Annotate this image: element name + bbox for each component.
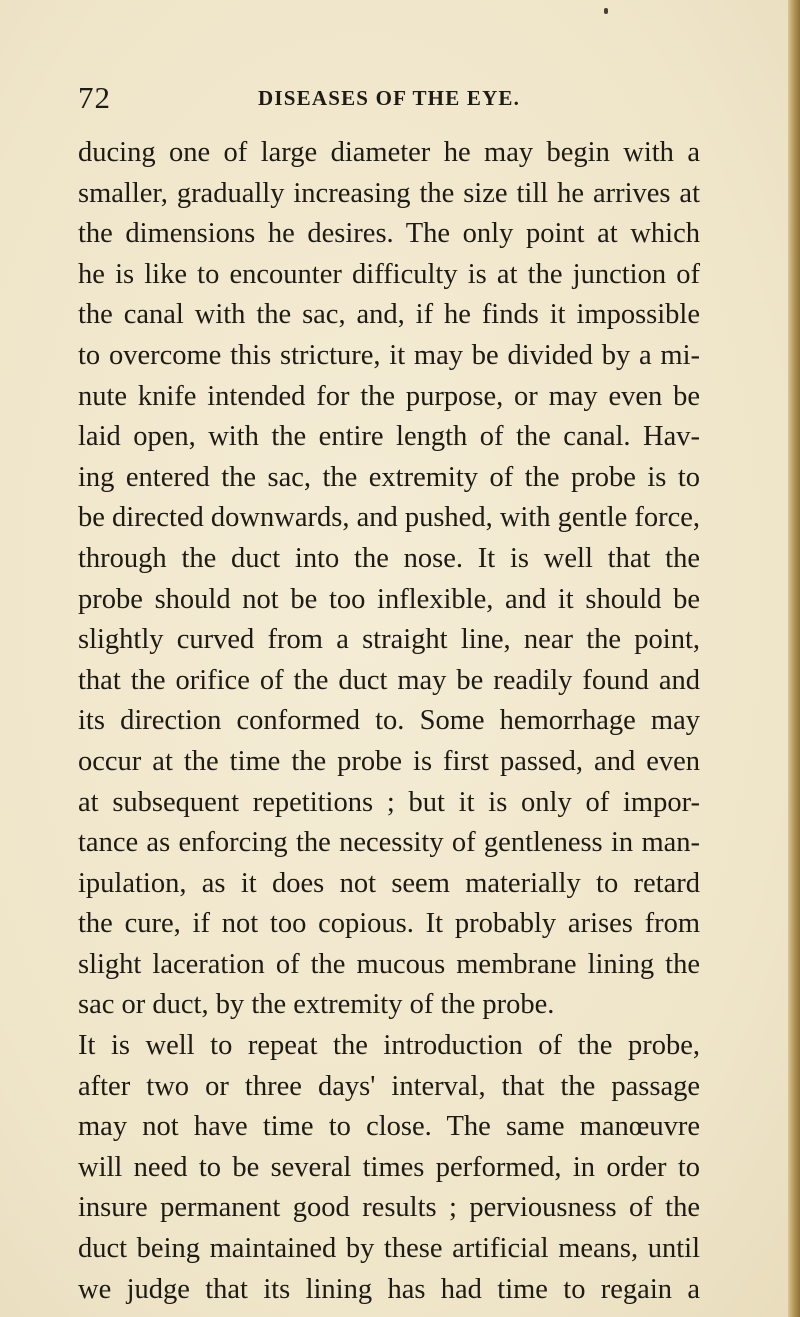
text-line: the dimensions he desires. The only point at which [78,218,700,250]
paragraph-end-line: sac or duct, by the extremity of the probe. [78,989,555,1021]
text-line: slightly curved from a straight line, near the point, [78,624,700,656]
text-line: insure permanent good results ; perviousness of the [78,1192,700,1224]
running-title: DISEASES OF THE EYE. [258,86,521,110]
ink-speck [604,8,608,14]
text-line: after two or three days' interval, that the passage [78,1070,700,1102]
text-line: the cure, if not too copious. It probably arises from [78,908,700,940]
text-line: slight laceration of the mucous membrane lining the [78,948,700,980]
text-line: ipulation, as it does not seem materially to retard [78,867,700,899]
page-number: 72 [78,80,111,115]
text-line: to overcome this stricture, it may be divided by a mi- [78,339,700,371]
text-line: the canal with the sac, and, if he finds it impossible [78,299,700,331]
text-line: be directed downwards, and pushed, with gentle force, [78,502,701,534]
text-line: ing entered the sac, the extremity of the probe is to [78,461,700,493]
text-line: laid open, with the entire length of the canal. Hav- [78,421,700,453]
page-edge [788,0,800,1317]
text-line: nute knife intended for the purpose, or may even be [78,380,700,412]
text-line: its direction conformed to. Some hemorrhage may [78,705,700,737]
text-line: we judge that its lining has had time to regain a [78,1273,700,1305]
text-line: probe should not be too inflexible, and it should be [78,583,700,615]
text-line: tance as enforcing the necessity of gentleness in man- [78,827,700,859]
text-line: occur at the time the probe is first passed, and even [78,745,700,777]
text-line: smaller, gradually increasing the size till he arrives at [78,177,700,209]
text-line: he is like to encounter difficulty is at the junction of [78,258,700,290]
text-line: through the duct into the nose. It is well that the [78,542,700,574]
text-line: at subsequent repetitions ; but it is only of impor- [78,786,700,818]
text-line: will need to be several times performed, in order to [78,1151,700,1183]
text-line: duct being maintained by these artificial means, until [78,1233,700,1265]
paragraph-start-line: It is well to repeat the introduction of the probe, [78,1030,700,1062]
text-line: ducing one of large diameter he may begin with a [78,137,700,168]
text-line: may not have time to close. The same manœuvre [78,1111,700,1143]
text-line: that the orifice of the duct may be readily found and [78,664,700,696]
body-text [78,133,700,1310]
running-head [78,80,718,120]
